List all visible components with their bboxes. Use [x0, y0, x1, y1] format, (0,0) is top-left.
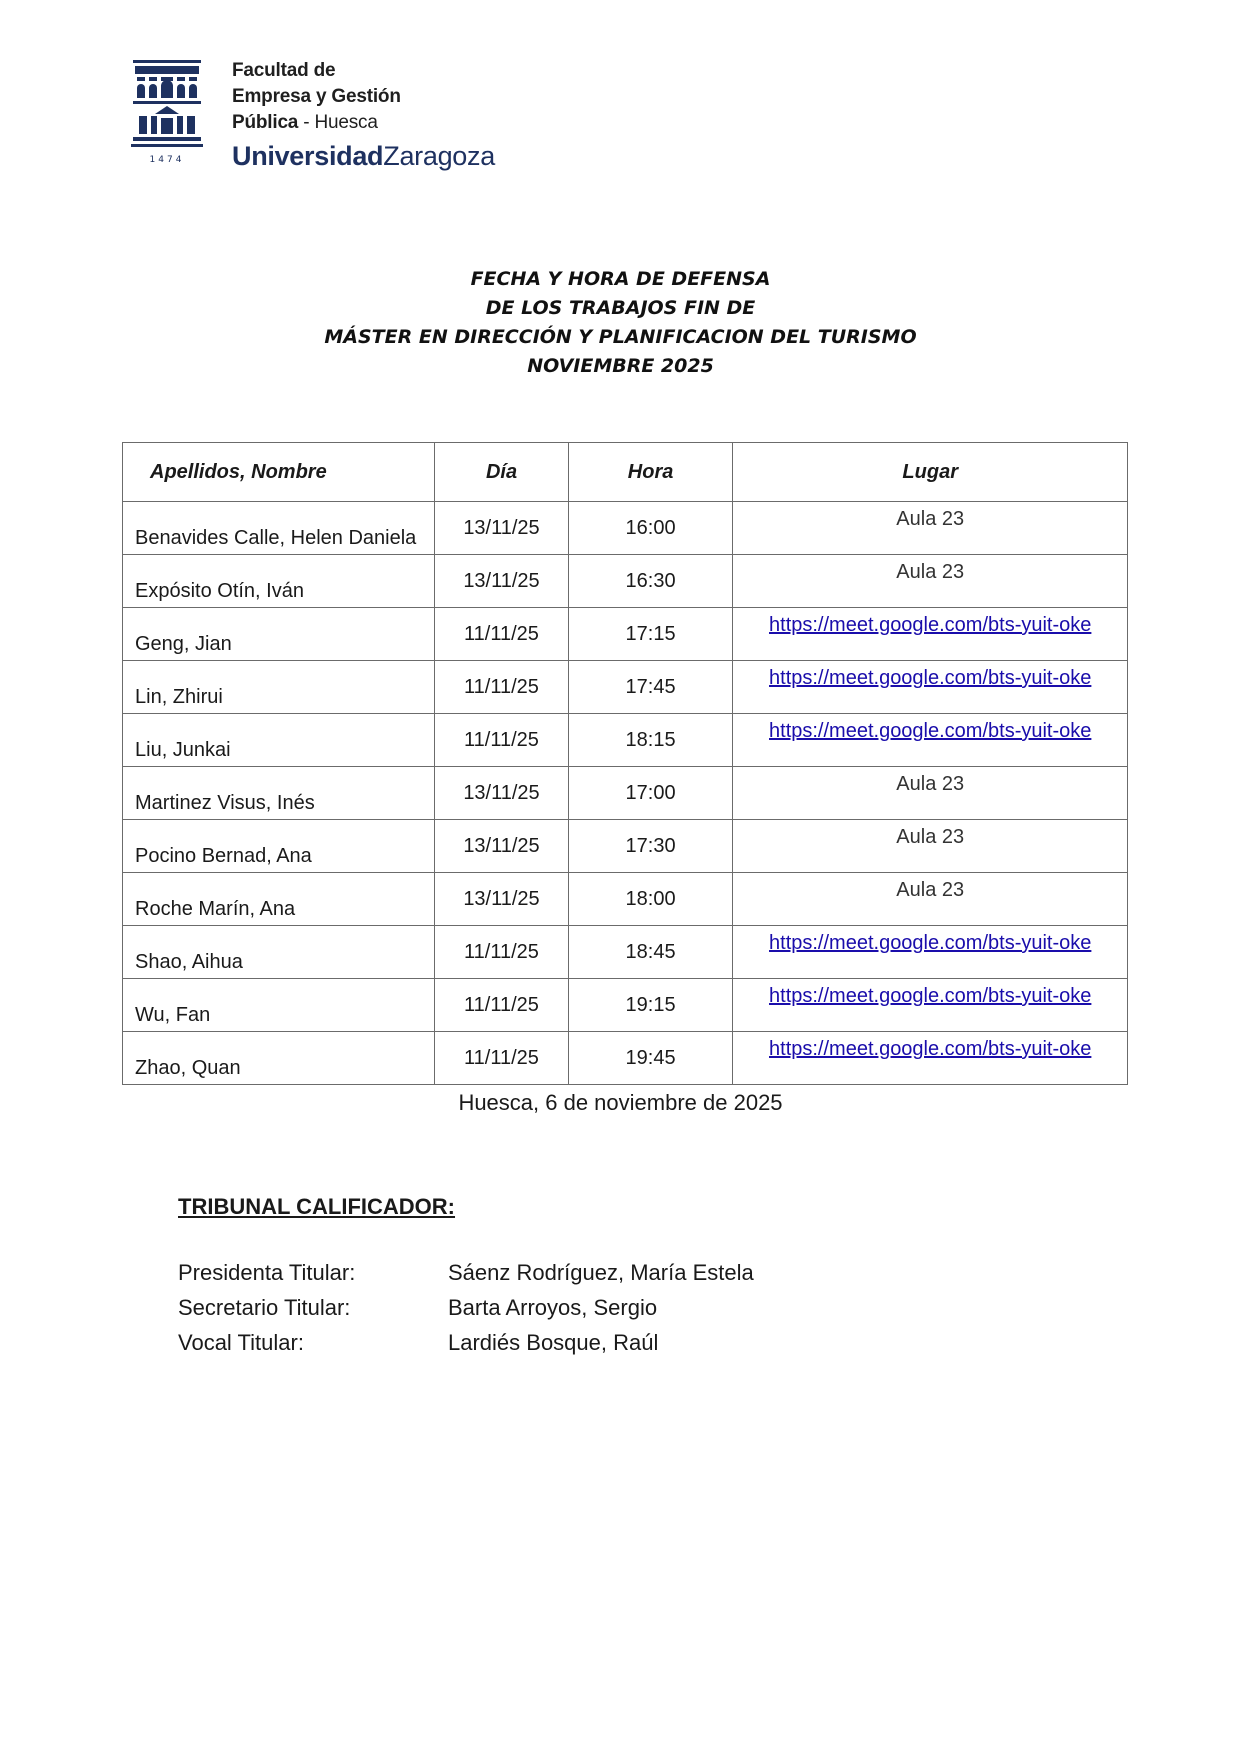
faculty-line-1: Facultad de [232, 60, 336, 81]
member-name: Sáenz Rodríguez, María Estela [448, 1260, 754, 1285]
cell-day: 13/11/25 [435, 767, 569, 820]
title-line-2: DE LOS TRABAJOS FIN DE [485, 297, 756, 319]
tribunal-heading: TRIBUNAL CALIFICADOR: [178, 1194, 456, 1219]
table-row [123, 926, 1128, 979]
cell-day: 11/11/25 [435, 979, 569, 1032]
member-role: Vocal Titular: [178, 1330, 304, 1355]
cell-place: Aula 23 [733, 820, 1128, 873]
table-row [123, 873, 1128, 926]
cell-day: 11/11/25 [435, 1032, 569, 1085]
header-name: Apellidos, Nombre [123, 443, 435, 502]
cell-time: 17:15 [568, 608, 733, 661]
table-row [123, 714, 1128, 767]
cell-name: Wu, Fan [123, 979, 435, 1032]
cell-day: 13/11/25 [435, 502, 569, 555]
cell-place [733, 714, 1128, 767]
cell-name: Shao, Aihua [123, 926, 435, 979]
table-row [123, 502, 1128, 555]
cell-time: 18:00 [568, 873, 733, 926]
member-name: Barta Arroyos, Sergio [448, 1295, 658, 1320]
cell-place [733, 1032, 1128, 1085]
university-logo [131, 58, 531, 171]
meeting-link[interactable]: https://meet.google.com/bts-yuit-oke [769, 720, 1092, 742]
cell-name: Lin, Zhirui [123, 661, 435, 714]
cell-name: Liu, Junkai [123, 714, 435, 767]
faculty-line-3-suffix: - Huesca [303, 112, 378, 133]
cell-time: 17:00 [568, 767, 733, 820]
university-name-bold: Universidad [232, 141, 384, 171]
cell-time: 16:00 [568, 502, 733, 555]
cell-day: 13/11/25 [435, 555, 569, 608]
cell-place: Aula 23 [733, 502, 1128, 555]
tribunal-member [178, 1330, 658, 1356]
cell-time: 16:30 [568, 555, 733, 608]
cell-place [733, 926, 1128, 979]
table-header-row [123, 443, 1128, 502]
meeting-link[interactable]: https://meet.google.com/bts-yuit-oke [769, 1038, 1092, 1060]
faculty-name-block [232, 58, 495, 172]
cell-day: 11/11/25 [435, 608, 569, 661]
university-name [232, 141, 495, 172]
table-row [123, 661, 1128, 714]
cell-name: Pocino Bernad, Ana [123, 820, 435, 873]
cell-place [733, 608, 1128, 661]
tribunal-member [178, 1295, 657, 1321]
header-place: Lugar [733, 443, 1128, 502]
table-body [123, 502, 1128, 1085]
member-role: Presidenta Titular: [178, 1260, 356, 1285]
faculty-line-3-main: Pública [232, 112, 299, 133]
title-line-1: FECHA Y HORA DE DEFENSA [470, 268, 771, 290]
cell-name: Zhao, Quan [123, 1032, 435, 1085]
meeting-link[interactable]: https://meet.google.com/bts-yuit-oke [769, 614, 1092, 636]
table-row [123, 555, 1128, 608]
title-line-4: NOVIEMBRE 2025 [527, 355, 714, 377]
faculty-line-2: Empresa y Gestión [232, 86, 401, 107]
cell-place [733, 979, 1128, 1032]
tribunal-member [178, 1260, 754, 1286]
cell-day: 11/11/25 [435, 661, 569, 714]
university-name-light: Zaragoza [383, 141, 495, 171]
cell-place: Aula 23 [733, 873, 1128, 926]
meeting-link[interactable]: https://meet.google.com/bts-yuit-oke [769, 985, 1092, 1007]
cell-place [733, 661, 1128, 714]
cell-name: Geng, Jian [123, 608, 435, 661]
document-title [0, 265, 1241, 381]
cell-name: Benavides Calle, Helen Daniela [123, 502, 435, 555]
svg-text:1474: 1474 [149, 155, 185, 165]
member-name: Lardiés Bosque, Raúl [448, 1330, 659, 1355]
cell-day: 11/11/25 [435, 714, 569, 767]
faculty-line-3 [232, 110, 495, 136]
cell-day: 13/11/25 [435, 820, 569, 873]
cell-place: Aula 23 [733, 767, 1128, 820]
meeting-link[interactable]: https://meet.google.com/bts-yuit-oke [769, 667, 1092, 689]
cell-time: 19:45 [568, 1032, 733, 1085]
table-row [123, 1032, 1128, 1085]
cell-time: 17:30 [568, 820, 733, 873]
member-role: Secretario Titular: [178, 1295, 351, 1320]
university-emblem-icon [131, 58, 203, 166]
cell-name: Roche Marín, Ana [123, 873, 435, 926]
cell-name: Martinez Visus, Inés [123, 767, 435, 820]
cell-place: Aula 23 [733, 555, 1128, 608]
table-row [123, 608, 1128, 661]
table-row [123, 767, 1128, 820]
title-line-3: MÁSTER EN DIRECCIÓN Y PLANIFICACION DEL TURISMO [324, 326, 917, 348]
date-location-line: Huesca, 6 de noviembre de 2025 [458, 1090, 783, 1115]
cell-day: 11/11/25 [435, 926, 569, 979]
cell-time: 18:45 [568, 926, 733, 979]
header-time: Hora [568, 443, 733, 502]
cell-day: 13/11/25 [435, 873, 569, 926]
table-row [123, 979, 1128, 1032]
cell-time: 17:45 [568, 661, 733, 714]
cell-name: Expósito Otín, Iván [123, 555, 435, 608]
header-day: Día [435, 443, 569, 502]
meeting-link[interactable]: https://meet.google.com/bts-yuit-oke [769, 932, 1092, 954]
table-row [123, 820, 1128, 873]
cell-time: 19:15 [568, 979, 733, 1032]
cell-time: 18:15 [568, 714, 733, 767]
defense-schedule-table [122, 442, 1128, 1085]
